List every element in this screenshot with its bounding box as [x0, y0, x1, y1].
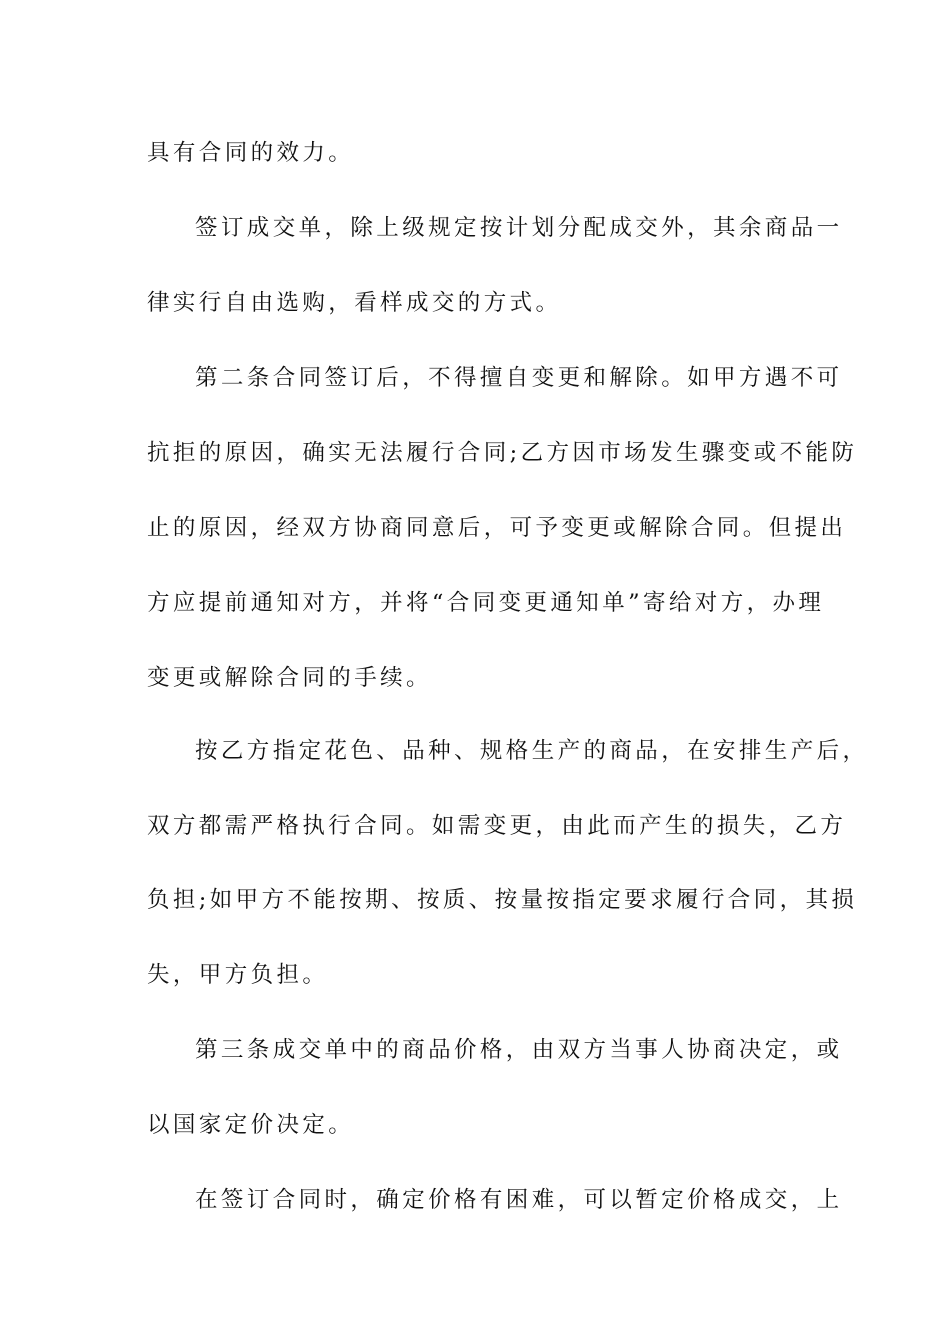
- text-line-8: 变更或解除合同的手续。: [147, 665, 432, 691]
- text-line-2: 签订成交单，除上级规定按计划分配成交外，其余商品一: [195, 215, 843, 241]
- text-line-12: 失，甲方负担。: [147, 962, 329, 988]
- text-line-6: 止的原因，经双方协商同意后，可予变更或解除合同。但提出: [147, 515, 847, 541]
- text-line-13: 第三条成交单中的商品价格，由双方当事人协商决定，或: [195, 1037, 843, 1063]
- text-line-4: 第二条合同签订后，不得擅自变更和解除。如甲方遇不可: [195, 365, 843, 391]
- text-line-1: 具有合同的效力。: [147, 140, 355, 166]
- text-line-15: 在签订合同时，确定价格有困难，可以暂定价格成交，上: [195, 1187, 843, 1213]
- text-line-5: 抗拒的原因，确实无法履行合同;乙方因市场发生骤变或不能防: [147, 440, 858, 466]
- text-line-3: 律实行自由选购，看样成交的方式。: [147, 290, 562, 316]
- text-line-14: 以国家定价决定。: [147, 1112, 355, 1138]
- text-line-9: 按乙方指定花色、品种、规格生产的商品，在安排生产后，: [195, 738, 869, 764]
- text-line-11: 负担;如甲方不能按期、按质、按量按指定要求履行合同，其损: [147, 887, 858, 913]
- text-line-10: 双方都需严格执行合同。如需变更，由此而产生的损失，乙方: [147, 813, 847, 839]
- text-line-7: 方应提前通知对方，并将“合同变更通知单”寄给对方，办理: [147, 590, 825, 616]
